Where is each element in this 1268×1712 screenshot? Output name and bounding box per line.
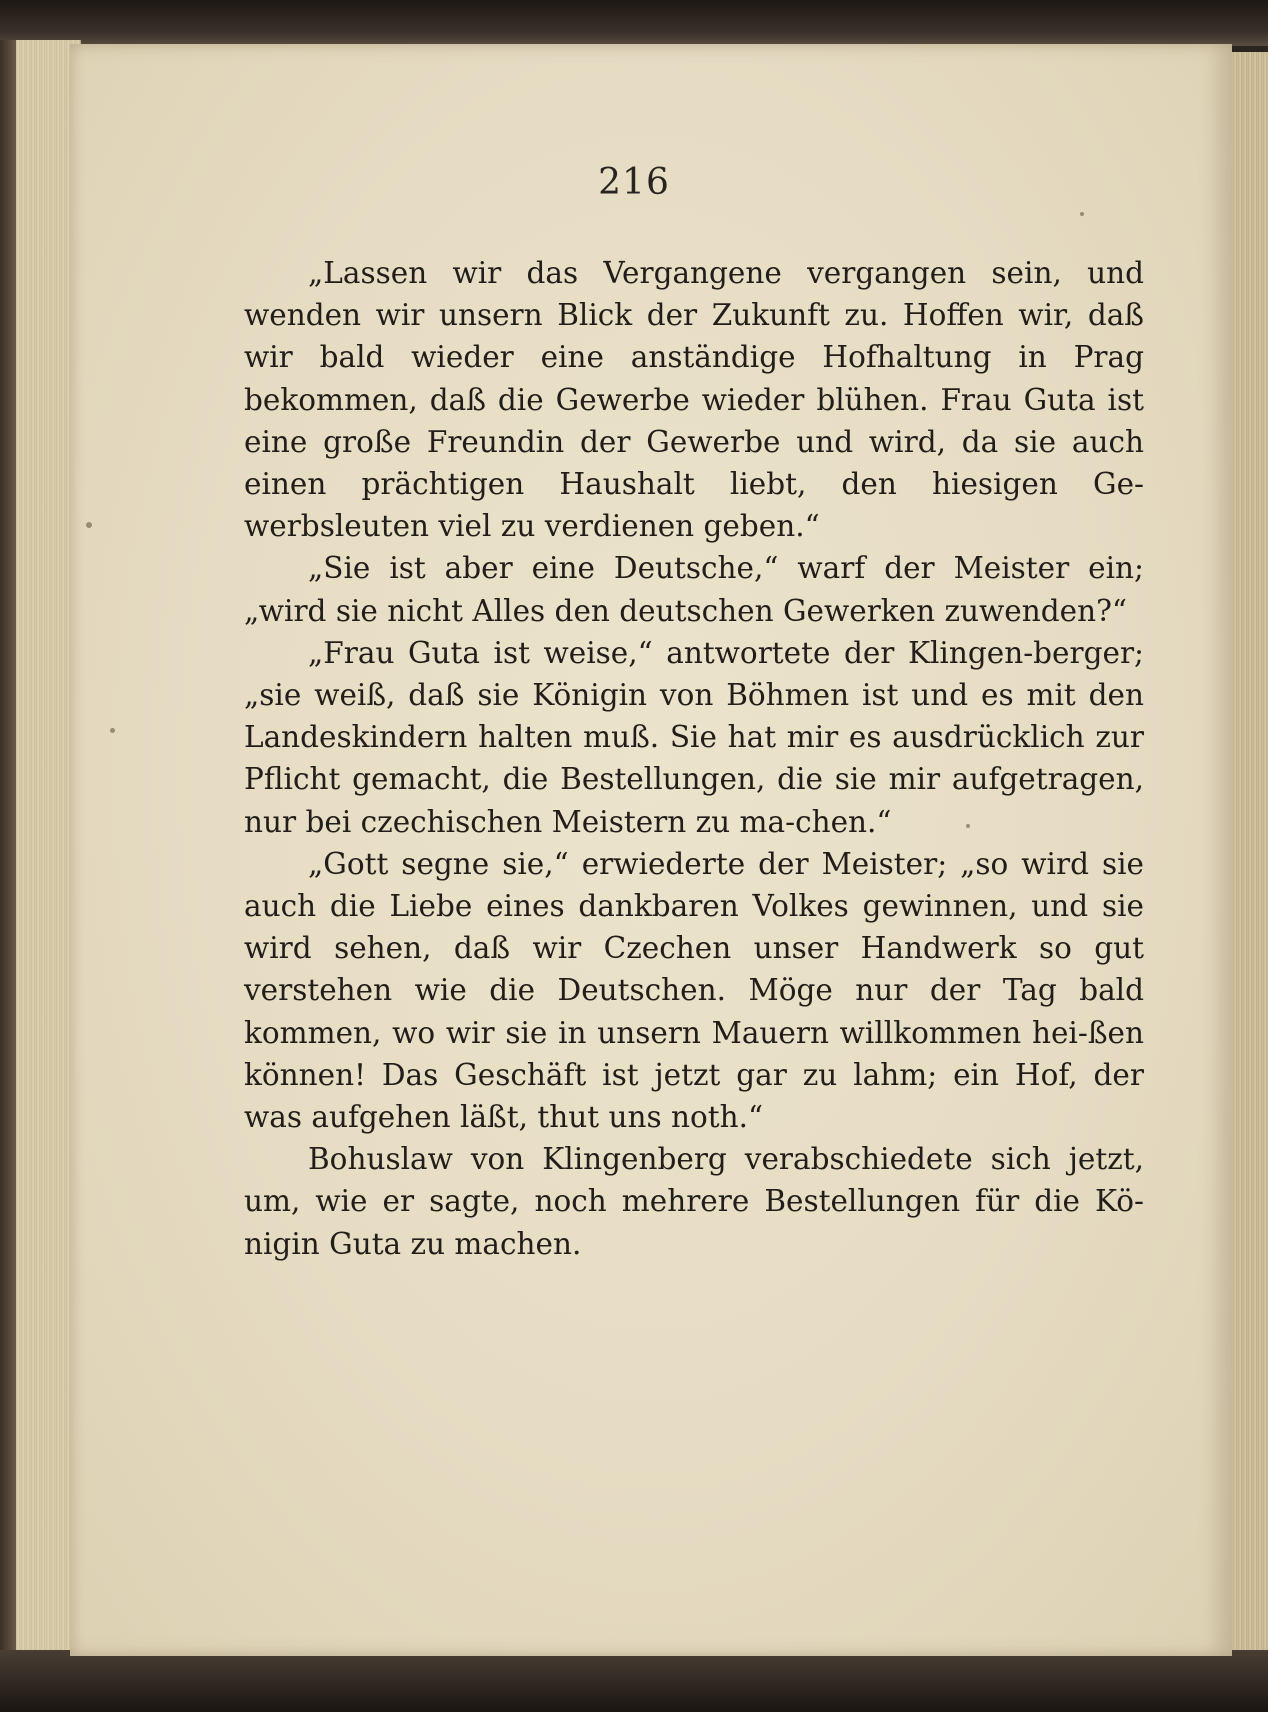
book-cover-bottom bbox=[0, 1650, 1268, 1712]
paragraph: Bohuslaw von Klingenberg verabschiedete sich jetzt, um, wie er sagte, noch mehrere Bestellungen für die Kö-nigin Guta zu machen. bbox=[244, 1142, 1144, 1261]
paper-speck bbox=[110, 728, 115, 733]
book-cover-top bbox=[0, 0, 1268, 46]
paper-speck bbox=[1080, 212, 1084, 216]
page-number: 216 bbox=[598, 162, 670, 203]
paragraph: „Sie ist aber eine Deutsche,“ warf der Meister ein; „wird sie nicht Alles den deutschen Gewerken zuwenden?“ bbox=[244, 551, 1144, 628]
book-spine bbox=[0, 40, 16, 1660]
paragraph: „Lassen wir das Vergangene vergangen sein, und wenden wir unsern Blick der Zukunft zu. Hoffen wir, daß wir bald wieder eine anständige Hofhaltung in Prag bekommen, daß die Gewerbe wieder blühen. Frau Guta ist eine große Freundin der Gewerbe und wird, da sie auch einen prächtigen Haushalt liebt, den hiesigen Ge-werbsleuten viel zu verdienen geben.“ bbox=[244, 256, 1144, 544]
paper-speck bbox=[86, 522, 92, 528]
paragraph: „Frau Guta ist weise,“ antwortete der Klingen-berger; „sie weiß, daß sie Königin von Böhmen ist und es mit den Landeskindern halten muß. Sie hat mir es ausdrücklich zur Pflicht gemacht, die Bestellungen, die sie mir aufgetragen, nur bei czechischen Meistern zu ma-chen.“ bbox=[244, 635, 1144, 839]
paragraph: „Gott segne sie,“ erwiederte der Meister; „so wird sie auch die Liebe eines dankbaren Volkes gewinnen, und sie wird sehen, daß wir Czechen unser Handwerk so gut verstehen wie die Deutschen. Möge nur der Tag bald kommen, wo wir sie in unsern Mauern willkommen hei-ßen können! Das Geschäft ist jetzt gar zu lahm; ein Hof, der was aufgehen läßt, thut uns noth.“ bbox=[244, 846, 1144, 1135]
body-text bbox=[244, 252, 1144, 1265]
